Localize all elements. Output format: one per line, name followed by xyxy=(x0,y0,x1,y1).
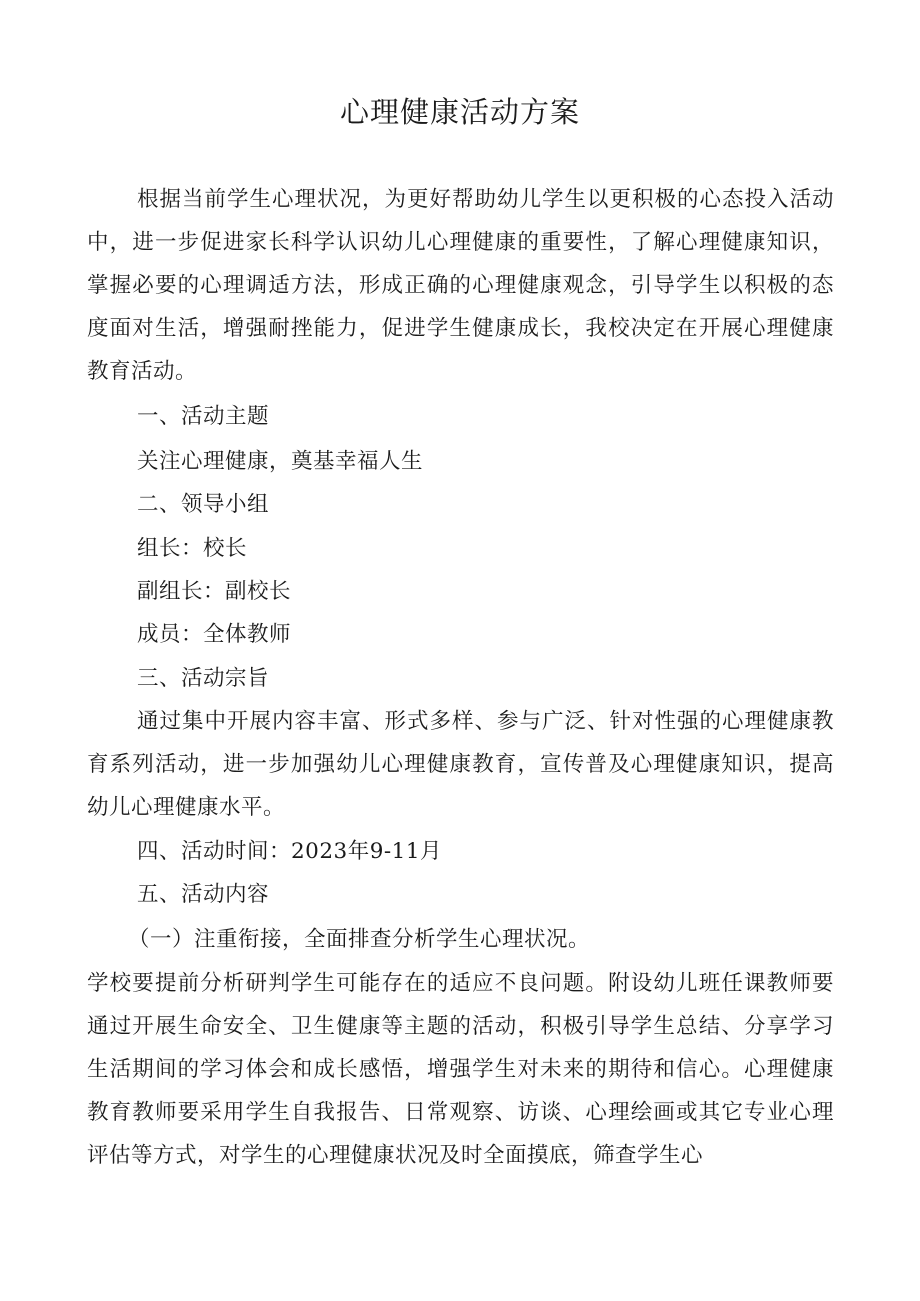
leader-line: 组长：校长 xyxy=(137,536,248,561)
section-heading-time: 四、活动时间：2023年9-11月 xyxy=(137,839,443,864)
theme-text: 关注心理健康，奠基幸福人生 xyxy=(137,449,424,474)
intro-paragraph: 根据当前学生心理状况，为更好帮助幼儿学生以更积极的心态投入活动中，进一步促进家长科学认识幼儿心理健康的重要性，了解心理健康知识，掌握必要的心理调适方法，形成正确的心理健康观念，引导学生以积极的态度面对生活，增强耐挫能力，促进学生健康成长，我校决定在开展心理健康教育活动。 xyxy=(87,187,834,384)
section-heading-content: 五、活动内容 xyxy=(137,882,270,907)
section-heading-leadership: 二、领导小组 xyxy=(137,492,270,517)
document-title: 心理健康活动方案 xyxy=(339,95,580,129)
section-heading-purpose: 三、活动宗旨 xyxy=(137,666,270,691)
members-line: 成员：全体教师 xyxy=(137,622,292,647)
vice-leader-line: 副组长：副校长 xyxy=(137,579,292,604)
subsection-1-paragraph: 学校要提前分析研判学生可能存在的适应不良问题。附设幼儿班任课教师要通过开展生命安全、卫生健康等主题的活动，积极引导学生总结、分享学习生活期间的学习体会和成长感悟，增强学生对未来的期待和信心。心理健康教育教师要采用学生自我报告、日常观察、访谈、心理绘画或其它专业心理评估等方式，对学生的心理健康状况及时全面摸底，筛查学生心 xyxy=(87,971,834,1168)
subsection-heading-1: （一）注重衔接，全面排查分析学生心理状况。 xyxy=(128,927,591,952)
section-heading-theme: 一、活动主题 xyxy=(137,404,270,429)
purpose-paragraph: 通过集中开展内容丰富、形式多样、参与广泛、针对性强的心理健康教育系列活动，进一步加强幼儿心理健康教育，宣传普及心理健康知识，提高幼儿心理健康水平。 xyxy=(87,709,834,820)
